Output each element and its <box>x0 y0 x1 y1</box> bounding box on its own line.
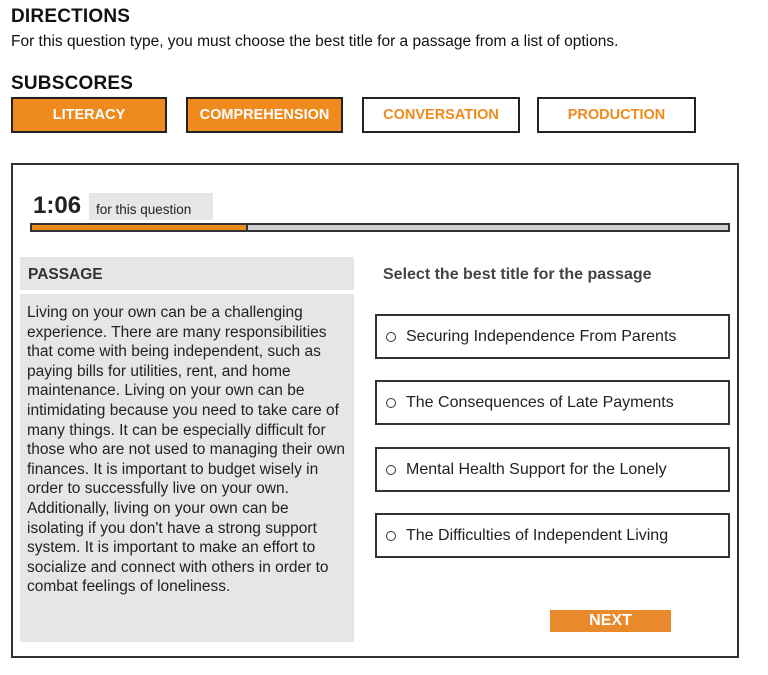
answer-option[interactable] <box>375 380 730 425</box>
subscore-production: PRODUCTION <box>537 97 696 133</box>
answer-option[interactable] <box>375 513 730 558</box>
timer-progress-fill <box>32 225 248 230</box>
radio-circle-icon <box>386 398 396 408</box>
answer-option-label: Mental Health Support for the Lonely <box>406 460 667 478</box>
directions-text: For this question type, you must choose the best title for a passage from a list of options. <box>11 33 619 50</box>
passage-heading: PASSAGE <box>20 257 354 290</box>
directions-title: DIRECTIONS <box>11 6 131 27</box>
timer-progress-bar <box>30 223 730 232</box>
answer-option[interactable] <box>375 447 730 492</box>
answer-option-label: The Consequences of Late Payments <box>406 393 674 411</box>
timer-value: 1:06 <box>33 192 82 219</box>
timer-note: for this question <box>89 193 213 220</box>
radio-circle-icon <box>386 531 396 541</box>
question-prompt: Select the best title for the passage <box>383 266 652 283</box>
answer-option-label: Securing Independence From Parents <box>406 327 677 345</box>
passage-text: Living on your own can be a challenging experience. There are many responsibilities that come with being independent, such as paying bills for utilities, rent, and home maintenance. Living on your own can be intimidating because you need to take care of many things. It can be especially difficult for those who are not used to managing their own finances. It is important to budget wisely in order to successfully live on your own. Additionally, living on your own can be isolating if you don't have a strong support system. It is important to make an effort to socialize and connect with others in order to combat feelings of loneliness. <box>20 294 354 642</box>
answer-option-label: The Difficulties of Independent Living <box>406 526 669 544</box>
next-button[interactable]: NEXT <box>550 610 671 632</box>
subscore-comprehension: COMPREHENSION <box>186 97 343 133</box>
answer-option[interactable] <box>375 314 730 359</box>
radio-circle-icon <box>386 332 396 342</box>
subscores-title: SUBSCORES <box>11 73 134 94</box>
subscore-literacy: LITERACY <box>11 97 167 133</box>
subscore-conversation: CONVERSATION <box>362 97 520 133</box>
radio-circle-icon <box>386 465 396 475</box>
